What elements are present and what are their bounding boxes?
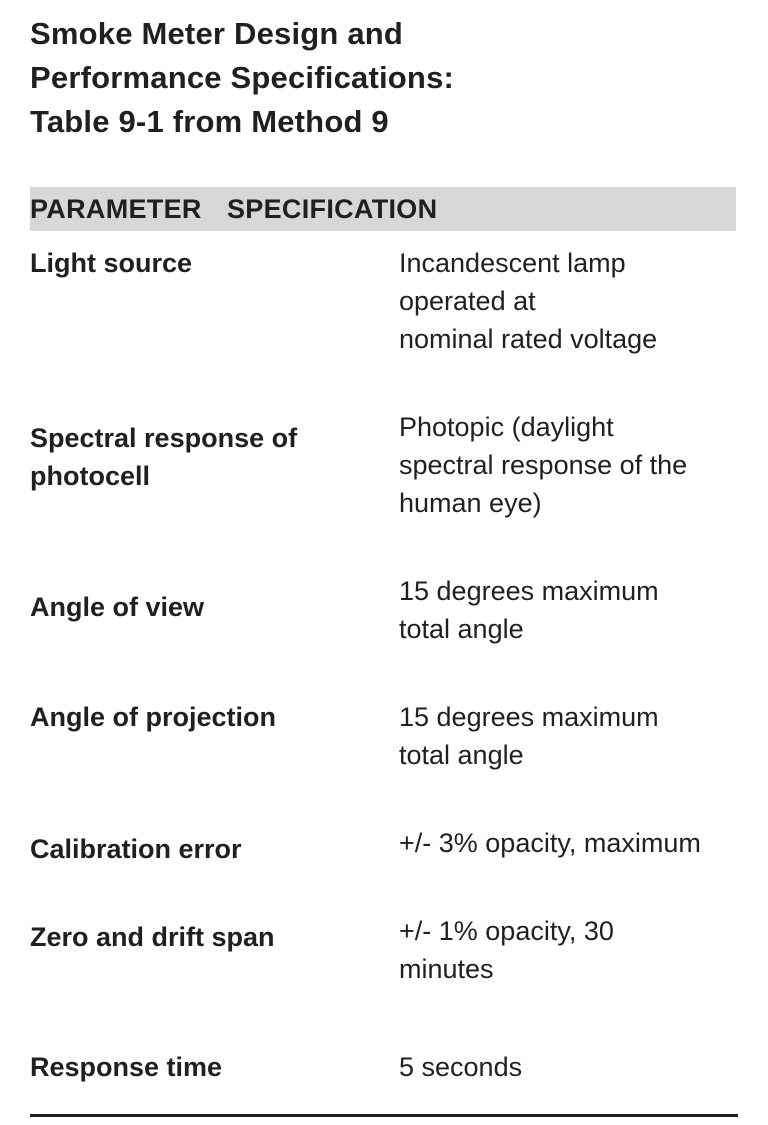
table-header — [30, 187, 736, 231]
column-header-specification: SPECIFICATION — [227, 194, 438, 224]
parameter-text: Spectral response of — [30, 423, 298, 453]
parameter-cell — [30, 1048, 360, 1086]
specification-text: +/- 3% opacity, maximum — [399, 828, 701, 858]
column-header-parameter: PARAMETER — [30, 194, 202, 224]
specification-cell — [399, 572, 744, 648]
parameter-text: Light source — [30, 248, 193, 278]
specification-text: 15 degrees maximum — [399, 702, 659, 732]
specification-text: 5 seconds — [399, 1052, 523, 1082]
parameter-text: Angle of projection — [30, 702, 276, 732]
specification-text: Photopic (daylight — [399, 412, 614, 442]
specification-text: operated at — [399, 286, 536, 316]
parameter-cell — [30, 244, 360, 282]
parameter-text: photocell — [30, 461, 150, 491]
specification-text: total angle — [399, 614, 524, 644]
specification-cell — [399, 698, 744, 774]
specification-text: +/- 1% opacity, 30 — [399, 916, 614, 946]
parameter-cell — [30, 698, 360, 736]
title-line: Smoke Meter Design and — [30, 16, 404, 51]
parameter-cell — [30, 918, 360, 956]
specification-cell — [399, 824, 744, 862]
specification-text: total angle — [399, 740, 524, 770]
specification-text: human eye) — [399, 488, 542, 518]
specification-text: minutes — [399, 954, 494, 984]
specification-text: 15 degrees maximum — [399, 576, 659, 606]
parameter-text: Zero and drift span — [30, 922, 275, 952]
specification-text: spectral response of the — [399, 450, 688, 480]
parameter-cell — [30, 419, 360, 495]
page-title — [30, 12, 730, 144]
parameter-cell — [30, 830, 360, 868]
specification-text: nominal rated voltage — [399, 324, 658, 354]
specification-cell — [399, 1048, 744, 1086]
parameter-cell — [30, 588, 360, 626]
parameter-text: Response time — [30, 1052, 223, 1082]
title-line: Table 9-1 from Method 9 — [30, 104, 389, 139]
parameter-text: Angle of view — [30, 592, 205, 622]
bottom-rule — [30, 1114, 738, 1117]
specification-cell — [399, 912, 744, 988]
specification-cell — [399, 408, 744, 522]
title-line: Performance Specifications: — [30, 60, 455, 95]
parameter-text: Calibration error — [30, 834, 242, 864]
specification-cell — [399, 244, 744, 358]
specification-text: Incandescent lamp — [399, 248, 626, 278]
